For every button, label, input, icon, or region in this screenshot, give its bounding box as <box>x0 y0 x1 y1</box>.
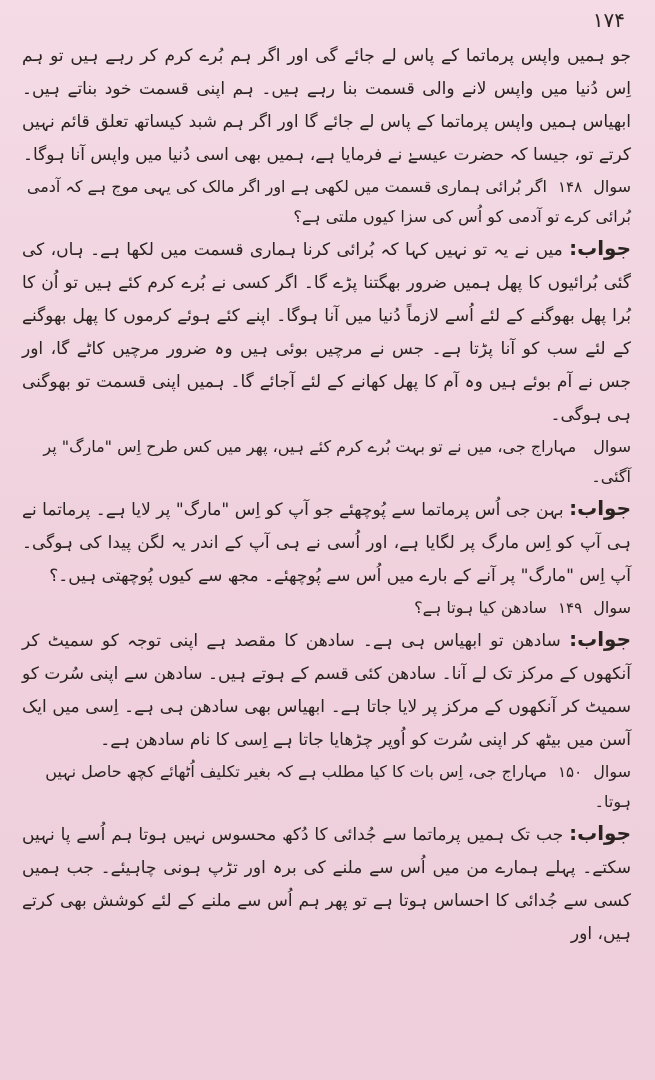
question-149 <box>22 593 631 623</box>
answer-text: سادھن تو ابھیاس ہی ہے۔ سادھن کا مقصد ہے اپنی توجہ کو سمیٹ کر آنکھوں کے مرکز تک لے آنا۔ سادھن کئی قسم کے ہوتے ہیں۔ سادھن سے اپنی سُرت کو سمیٹ کر آنکھوں کے مرکز پر لایا جاتا ہے۔ ابھیاس بھی سادھن ہی ہے۔ اِسی میں ایک آسن میں بیٹھ کر اپنی سُرت کو اُوپر چڑھایا جاتا ہے اِسی کا نام سادھن ہے۔ <box>22 631 631 750</box>
answer-148 <box>22 232 631 432</box>
question-text: مہاراج جی، میں نے تو بہت بُرے کرم کئے ہیں، پھر میں کس طرح اِس "مارگ" پر آگئی۔ <box>43 437 631 486</box>
question-label: سوال <box>593 177 631 196</box>
question-148 <box>22 172 631 232</box>
answer-label: جواب: <box>569 627 631 651</box>
page-number: ۱۷۴ <box>592 8 625 32</box>
answer-149 <box>22 623 631 757</box>
paragraph-text: جو ہمیں واپس پرماتما کے پاس لے جائے گی اور اگر ہم بُرے کرم کر رہے ہیں تو ہم اِس دُنیا میں واپس لانے والی قسمت بنا رہے ہیں۔ ہم اپنی قسمت خود بناتے ہیں۔ ابھیاس ہمیں واپس پرماتما کے پاس لے جائے گا اور اگر ہم شبد کیساتھ تعلق قائم نہیں کرتے تو، جیسا کہ حضرت عیسےٰ نے فرمایا ہے، ہمیں بھی اسی دُنیا میں واپس آنا ہوگا۔ <box>22 46 631 165</box>
question-number: ۱۴۹ <box>557 599 583 617</box>
answer-text: بہن جی اُس پرماتما سے پُوچھئے جو آپ کو اِس "مارگ" پر لایا ہے۔ پرماتما نے ہی آپ کو اِس مارگ پر لگایا ہے، اور اُسی نے ہی آپ کے اندر یہ لگن پیدا کی ہوگی۔ آپ اِس "مارگ" پر آنے کے بارے میں اُس سے پُوچھئے۔ مجھ سے کیوں پُوچھتی ہیں۔؟ <box>22 500 631 586</box>
answer-label: جواب: <box>569 236 632 260</box>
answer-text: میں نے یہ تو نہیں کہا کہ بُرائی کرنا ہماری قسمت میں لکھا ہے۔ ہاں، کی گئی بُرائیوں کا پھل ہمیں ضرور بھگتنا پڑے گا۔ اگر کسی نے بُرے کرم کئے ہیں تو اُن کا بُرا پھل بھوگنے کے لئے اُسے لازماً دُنیا میں آنا ہوگا۔ اپنے کئے ہوئے کرموں کا پھل بھوگنے کے لئے سب کو آنا پڑتا ہے۔ جس نے مرچیں بوئی ہیں وہ ضرور مرچیں کاٹے گا، اور جس نے آم بوئے ہیں وہ آم کا پھل کھانے کے لئے آجائے گا۔ ہمیں اپنی قسمت تو بھوگنی ہی ہوگی۔ <box>22 240 631 425</box>
question-150 <box>22 757 631 817</box>
question-label: سوال <box>593 762 631 781</box>
question-label: سوال <box>593 598 631 617</box>
answer-150 <box>22 817 631 951</box>
question-untitled <box>22 432 631 492</box>
paragraph <box>22 40 631 172</box>
question-number: ۱۵۰ <box>557 763 583 781</box>
question-text: اگر بُرائی ہماری قسمت میں لکھی ہے اور اگر مالک کی یہی موج ہے کہ آدمی بُرائی کرے تو آدمی کو اُس کی سزا کیوں ملتی ہے؟ <box>26 177 631 226</box>
answer-label: جواب: <box>569 496 632 520</box>
question-number: ۱۴۸ <box>557 178 583 196</box>
page-body <box>22 40 631 951</box>
answer-label: جواب: <box>569 821 632 845</box>
question-text: سادھن کیا ہوتا ہے؟ <box>414 598 547 617</box>
question-text: مہاراج جی، اِس بات کا کیا مطلب ہے کہ بغیر تکلیف اُٹھائے کچھ حاصل نہیں ہوتا۔ <box>45 762 631 811</box>
question-label: سوال <box>593 437 631 456</box>
answer-marg <box>22 492 631 593</box>
answer-text: جب تک ہمیں پرماتما سے جُدائی کا دُکھ محسوس نہیں ہوتا ہم اُسے پا نہیں سکتے۔ پہلے ہمارے من میں اُس سے ملنے کی برہ اور تڑپ ہونی چاہیئے۔ جب ہمیں کسی سے جُدائی کا احساس ہوتا ہے تو پھر ہم اُس سے ملنے کے لئے کوشش بھی کرتے ہیں، اور <box>22 825 631 944</box>
